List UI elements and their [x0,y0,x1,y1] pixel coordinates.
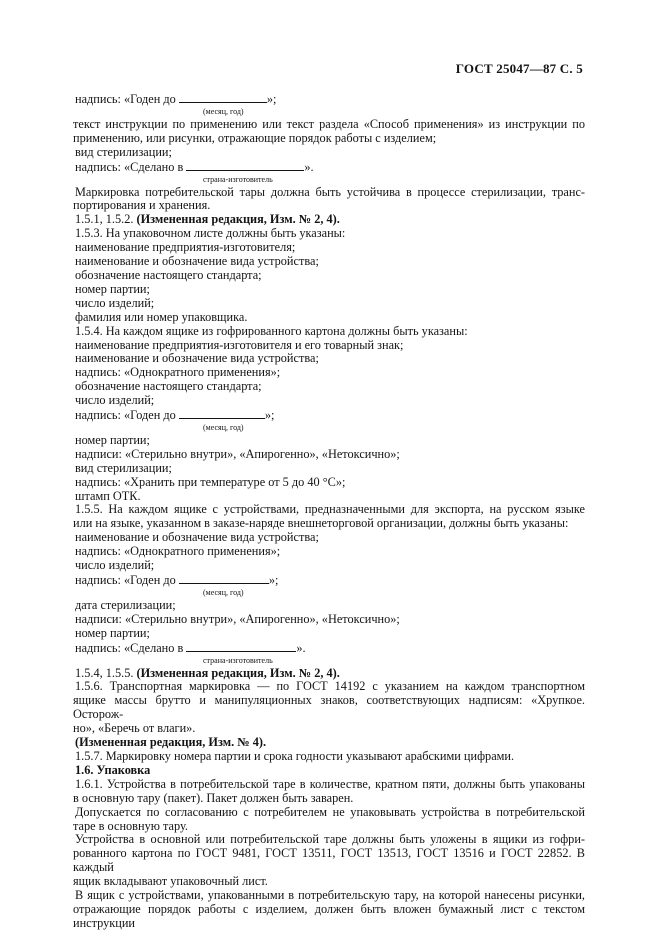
text-line: число изделий; [75,295,155,310]
text-line: наименование и обозначение вида устройства; [75,254,319,269]
text-line: наименование предприятия-изготовителя и его товарный знак; [75,337,404,352]
text-line: Маркировка потребительской тары должна быть устойчива в процессе стерилизации, транс- [75,184,585,199]
text-line [75,213,585,227]
field-caption: страна-изготовитель [203,174,273,184]
blank-field [186,160,304,171]
text-fragment: »; [264,408,275,423]
text-line: или на языке, указанном в заказе-наряде внешнеторговой организации, должны быть указаны: [73,516,569,531]
text-line: 1.5.6. Транспортная маркировка — по ГОСТ 14192 с указанием на каждом транспортном [75,679,585,694]
blank-field [179,573,269,584]
text-fragment: надпись: «Годен до [75,573,176,587]
text-line [75,92,585,107]
text-line: Допускается по согласованию с потребителем не упаковывать устройства в потребительской [75,804,585,819]
text-fragment: ». [296,640,306,655]
amendment-note: (Измененная редакция, Изм. № 2, 4). [136,665,340,680]
blank-field [179,92,267,103]
text-fragment: надпись: «Годен до [75,92,176,106]
text-line: наименование и обозначение вида устройства; [75,351,319,366]
text-line: но», «Беречь от влаги». [73,721,196,736]
text-line: вид стерилизации; [75,144,172,159]
text-line: обозначение настоящего стандарта; [75,379,262,394]
field-caption: (месяц, год) [203,106,244,116]
text-line: надпись: «Хранить при температуре от 5 до 40 °С»; [75,474,346,489]
text-fragment: 1.6. Упаковка [75,762,151,777]
text-fragment: надпись: «Годен до [75,408,176,423]
text-line: наименование предприятия-изготовителя; [75,240,296,255]
text-line: надпись: «Однократного применения»; [75,544,281,559]
page-header: ГОСТ 25047—87 С. 5 [455,61,583,76]
text-line: рованного картона по ГОСТ 9481, ГОСТ 13511, ГОСТ 13513, ГОСТ 13516 и ГОСТ 22852. В каждый [73,846,585,875]
text-fragment: »; [266,92,277,106]
text-line: число изделий; [75,393,155,408]
text-fragment: надпись: «Сделано в [75,640,184,655]
text-line: штамп ОТК. [75,488,141,503]
section-heading [75,764,585,778]
blank-field [186,641,296,652]
text-fragment: 1.5.1, 1.5.2. [75,212,134,227]
text-line: 1.5.4. На каждом ящике из гофрированного картона должны быть указаны: [75,323,468,338]
text-line: в основную тару (пакет). Пакет должен быть заварен. [73,790,354,805]
field-caption: (месяц, год) [203,422,244,432]
text-line: таре в основную тару. [73,818,188,833]
text-line: вид стерилизации; [75,460,172,475]
text-line: дата стерилизации; [75,597,176,612]
text-fragment: ». [304,159,314,174]
text-fragment: 1.5.4, 1.5.5. [75,665,134,680]
field-caption: страна-изготовитель [203,655,273,665]
text-line: 1.5.7. Маркировку номера партии и срока годности указывают арабскими цифрами. [75,748,515,763]
text-line: номер партии; [75,432,150,447]
text-line: 1.5.3. На упаковочном листе должны быть указаны: [75,226,346,241]
text-line: надписи: «Стерильно внутри», «Апирогенно», «Нетоксично»; [75,611,400,626]
field-caption: (месяц, год) [203,587,244,597]
text-line: В ящик с устройствами, упакованными в потребительскую тару, на которой нанесены рисунки, [75,888,585,903]
document-body [75,92,585,931]
text-fragment: надпись: «Сделано в [75,159,184,174]
text-line: фамилия или номер упаковщика. [75,309,248,324]
text-line [75,573,585,588]
text-line [75,160,585,175]
text-line: портирования и хранения. [73,198,211,213]
text-line: Устройства в основной или потребительской таре должны быть уложены в ящики из гофри- [75,832,585,847]
text-fragment: »; [268,573,279,587]
text-line: текст инструкции по применению или текст раздела «Способ применения» из инструкции по [73,116,585,131]
text-line: применению, или рисунки, отражающие порядок работы с изделием; [73,130,437,145]
text-line: обозначение настоящего стандарта; [75,267,262,282]
amendment-note [75,736,585,750]
text-line: надпись: «Однократного применения»; [75,365,281,380]
text-line [75,667,585,681]
text-line: отражающие порядок работы с изделием, должен быть вложен бумажный лист с текстом инструкции [73,901,585,930]
text-fragment: (Измененная редакция, Изм. № 4). [75,735,267,750]
text-line: надписи: «Стерильно внутри», «Апирогенно», «Нетоксично»; [75,446,400,461]
blank-field [179,408,265,419]
text-line: ящик вкладывают упаковочный лист. [73,874,268,889]
text-line: число изделий; [75,558,155,573]
text-line: номер партии; [75,625,150,640]
text-line: 1.6.1. Устройства в потребительской таре в количестве, кратном пяти, должны быть упакованы [75,776,585,791]
amendment-note: (Измененная редакция, Изм. № 2, 4). [136,212,340,227]
text-line: номер партии; [75,281,150,296]
text-line: 1.5.5. На каждом ящике с устройствами, предназначенными для экспорта, на русском языке [75,502,585,517]
text-line: ящике массы брутто и манипуляционных знаков, соответствующих надписям: «Хрупкое. Осторож- [73,693,585,722]
text-line [75,641,585,656]
text-line [75,408,585,423]
text-line: наименование и обозначение вида устройства; [75,530,319,545]
